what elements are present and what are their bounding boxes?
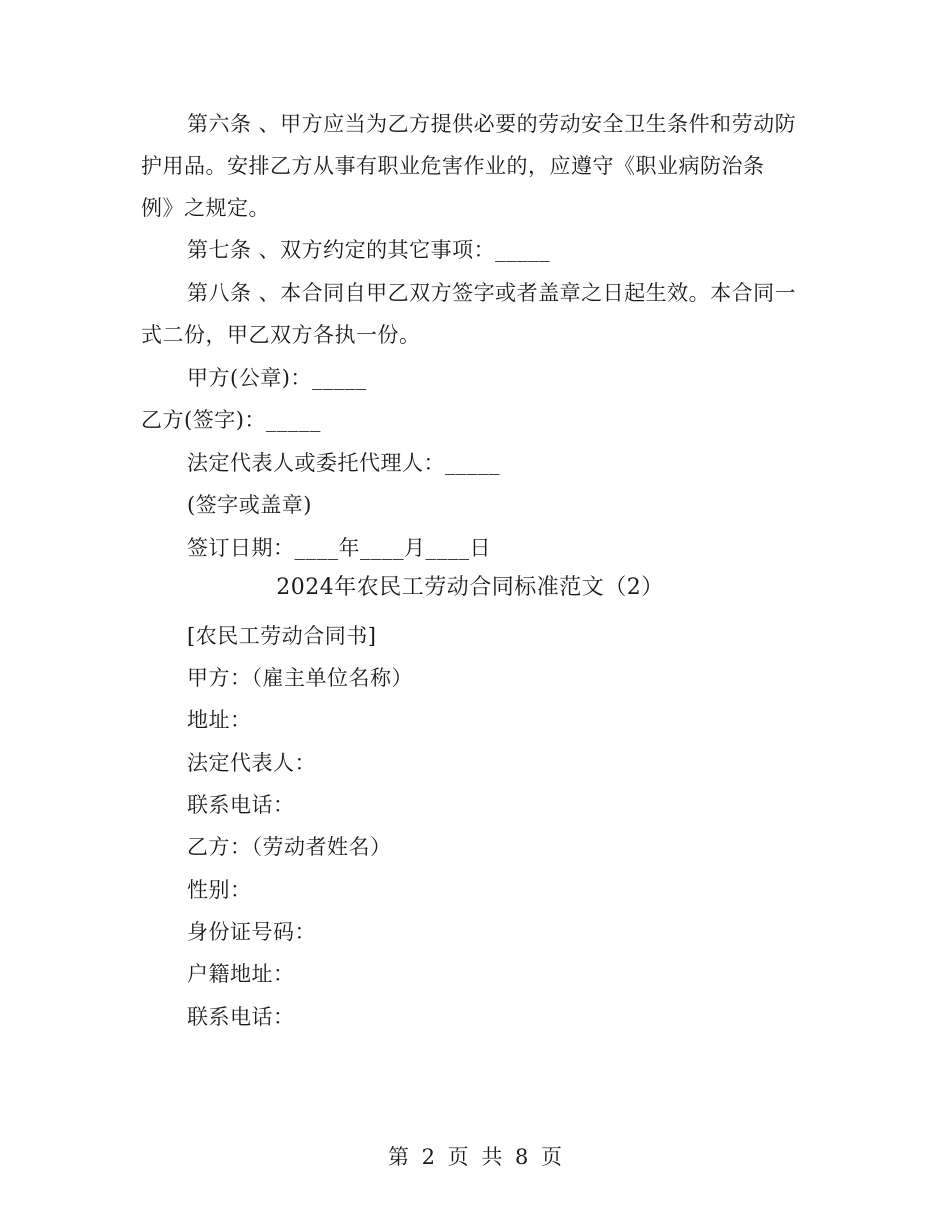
gender-field: 性别： [187,878,252,902]
section-title: 2024年农民工劳动合同标准范文（2） [276,575,664,600]
party-a-phone-field: 联系电话： [187,793,295,817]
contract-heading: [农民工劳动合同书] [187,624,377,648]
article-8-line-1: 第八条 、本合同自甲乙双方签字或者盖章之日起生效。本合同一 [187,281,797,305]
article-8-line-2: 式二份，甲乙双方各执一份。 [141,323,421,347]
sign-or-seal-note: (签字或盖章) [187,493,312,517]
party-b-phone-field: 联系电话： [187,1005,295,1029]
party-a-seal-line: 甲方(公章)：_____ [187,366,367,390]
id-number-field: 身份证号码： [187,920,316,944]
legal-rep-field: 法定代表人： [187,751,316,775]
article-6-line-2: 护用品。安排乙方从事有职业危害作业的，应遵守《职业病防治条 [141,154,765,178]
article-7-line: 第七条 、双方约定的其它事项：_____ [187,238,551,262]
page-number-footer: 第 2 页 共 8 页 [387,1145,563,1169]
party-b-name-field: 乙方：（劳动者姓名） [187,835,392,859]
legal-rep-line: 法定代表人或委托代理人：_____ [187,451,500,475]
article-6-line-3: 例》之规定。 [141,196,270,220]
sign-date-line: 签订日期：____年____月____日 [187,536,491,560]
party-a-name-field: 甲方：（雇主单位名称） [187,666,413,690]
party-b-sign-line: 乙方(签字)：_____ [141,408,321,432]
article-6-line-1: 第六条 、甲方应当为乙方提供必要的劳动安全卫生条件和劳动防 [187,112,797,136]
address-field: 地址： [187,708,252,732]
household-address-field: 户籍地址： [187,962,295,986]
